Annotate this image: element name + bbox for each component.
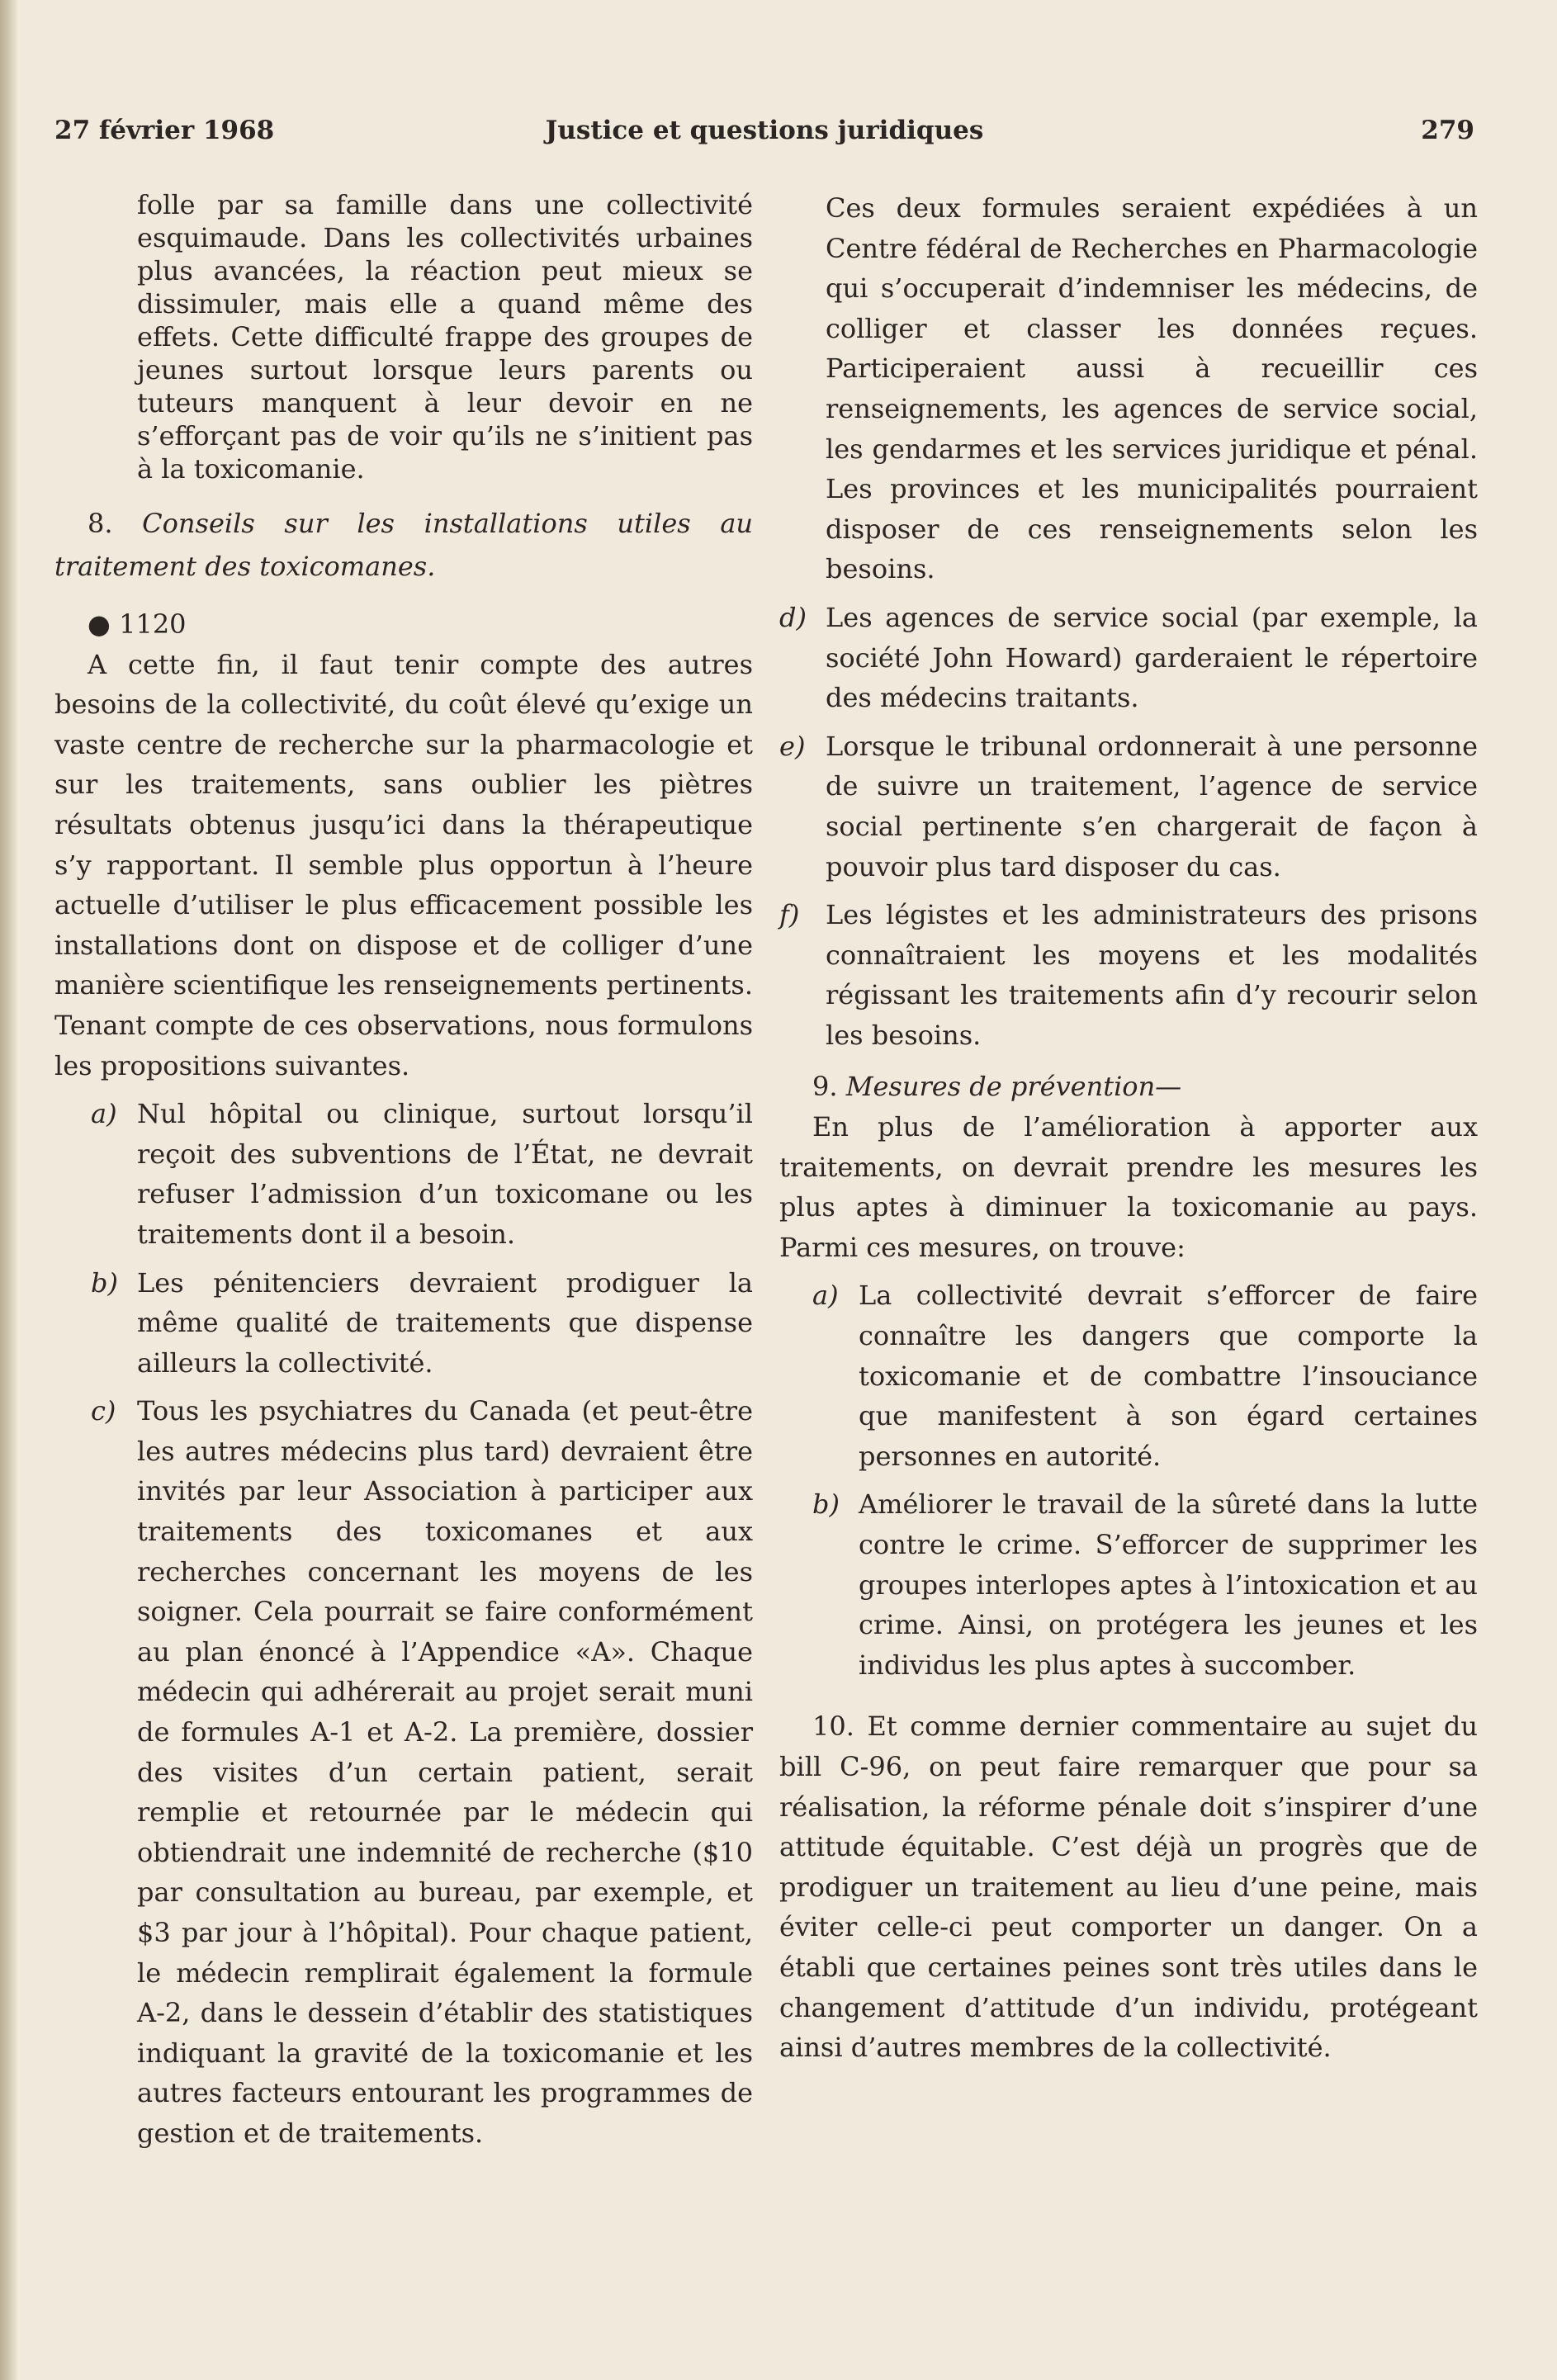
list-item-mark: e)	[779, 730, 806, 762]
list-item-text: Les agences de service social (par exemple, la société John Howard) garderaient le répertoire des médecins traitants.	[826, 601, 1478, 714]
section-8-intro: A cette fin, il faut tenir compte des autres besoins de la collectivité, du coût élevé qu’exige un vaste centre de recherche sur la pharmacologie et sur les traitements, sans oublier les piètres résultats obtenus jusqu’ici dans la thérapeutique s’y rapportant. Il semble plus opportun à l’heure actuelle d’utiliser le plus efficacement possible les installations dont on dispose et de colliger d’une manière scientifique les renseignements pertinents. Tenant compte de ces observations, nous formulons les propositions suivantes.	[54, 648, 753, 1081]
page-number: 279	[1421, 116, 1474, 145]
list-item-mark: c)	[91, 1395, 116, 1427]
list-item-mark: a)	[812, 1280, 839, 1312]
list-item	[779, 895, 1478, 1055]
right-continuation-paragraph: Ces deux formules seraient expédiées à un Centre fédéral de Recherches en Pharmacologie qui s’occuperait d’indemniser les médecins, de colliger et classer les données reçues. Participeraient aussi à recueillir ces renseignements, les agences de service social, les gendarmes et les services juridique et pénal. Les provinces et les municipalités pourraient disposer de ces renseignements selon les besoins.	[826, 192, 1478, 585]
list-item-text: Les pénitenciers devraient prodiguer la même qualité de traitements que dispense ailleurs la collectivité.	[137, 1266, 753, 1379]
running-header	[54, 116, 1474, 157]
list-item-mark: a)	[91, 1098, 117, 1130]
left-column	[54, 188, 753, 2154]
list-item-mark: b)	[812, 1488, 840, 1521]
section-9-number: 9.	[812, 1071, 838, 1103]
list-item-text: Lorsque le tribunal ordonnerait à une personne de suivre un traitement, l’agence de service social pertinente s’en chargerait de façon à pouvoir plus tard disposer du cas.	[826, 730, 1478, 882]
right-column	[779, 188, 1478, 2068]
list-item-mark: b)	[91, 1266, 118, 1299]
list-item-text: Tous les psychiatres du Canada (et peut-être les autres médecins plus tard) devraient être invités par leur Association à participer aux traitements des toxicomanes et aux recherches concernant les moyens de les soigner. Cela pourrait se faire conformément au plan énoncé à l’Appendice «A». Chaque médecin qui adhérerait au projet serait muni de formules A-1 et A-2. La première, dossier des visites d’un certain patient, serait remplie et retournée par le médecin qui obtiendrait une indemnité de recherche ($10 par consultation au bureau, par exemple, et $3 par jour à l’hôpital). Pour chaque patient, le médecin remplirait également la formule A-2, dans le dessein d’établir des statistiques indiquant la gravité de la toxicomanie et les autres facteurs entourant les programmes de gestion et de traitements.	[137, 1395, 753, 2149]
list-item	[779, 1484, 1478, 1685]
page-binding-edge	[0, 0, 18, 2380]
list-item-text: Améliorer le travail de la sûreté dans la lutte contre le crime. S’efforcer de supprimer les groupes interlopes aptes à l’intoxication et au crime. Ainsi, on protégera les jeunes et les individus les plus aptes à succomber.	[859, 1488, 1478, 1681]
list-item-text: Nul hôpital ou clinique, surtout lorsqu’il reçoit des subventions de l’État, ne devrait refuser l’admission d’un toxicomane ou les traitements dont il a besoin.	[137, 1098, 753, 1250]
section-9-heading	[779, 1067, 1478, 1107]
list-item	[54, 1263, 753, 1384]
section-9-title: Mesures de prévention—	[845, 1071, 1182, 1103]
list-item-mark: f)	[779, 899, 800, 931]
left-continuation-paragraph: folle par sa famille dans une collectivité esquimaude. Dans les collectivités urbaines plus avancées, la réaction peut mieux se dissimuler, mais elle a quand même des effets. Cette difficulté frappe des groupes de jeunes surtout lorsque leurs parents ou tuteurs manquent à leur devoir en ne s’efforçant pas de voir qu’ils ne s’initient pas à la toxicomanie.	[137, 189, 753, 485]
section-8-number: 8.	[88, 508, 113, 539]
section-9-intro: En plus de l’amélioration à apporter aux traitements, on devrait prendre les mesures les plus aptes à diminuer la toxicomanie au pays. Parmi ces mesures, on trouve:	[779, 1111, 1478, 1263]
section-8-title: Conseils sur les installations utiles au traitement des toxicomanes.	[54, 508, 754, 582]
list-item-text: Les légistes et les administrateurs des prisons connaîtraient les moyens et les modalités régissant les traitements afin d’y recourir selon les besoins.	[826, 899, 1478, 1051]
list-item-mark: d)	[779, 601, 807, 633]
section-8-heading	[54, 502, 753, 588]
header-title: Justice et questions juridiques	[545, 116, 984, 145]
list-item-text: La collectivité devrait s’efforcer de faire connaître les dangers que comporte la toxicomanie et de combattre l’insouciance que manifestent à son égard certaines personnes en autorité.	[859, 1280, 1478, 1472]
section-10-paragraph: 10. Et comme dernier commentaire au sujet du bill C-96, on peut faire remarquer que pour sa réalisation, la réforme pénale doit s’inspirer d’une attitude équitable. C’est déjà un progrès que de prodiguer un traitement au lieu d’une peine, mais éviter celle-ci peut comporter un danger. On a établi que certaines peines sont très utiles dans le changement d’attitude d’un individu, protégeant ainsi d’autres membres de la collectivité.	[779, 1710, 1478, 2064]
list-item	[779, 726, 1478, 887]
list-item	[779, 1275, 1478, 1476]
header-date: 27 février 1968	[54, 116, 275, 145]
list-item	[54, 1094, 753, 1254]
section-marker: ● 1120	[88, 608, 187, 640]
list-item	[779, 598, 1478, 718]
list-item	[54, 1391, 753, 2153]
